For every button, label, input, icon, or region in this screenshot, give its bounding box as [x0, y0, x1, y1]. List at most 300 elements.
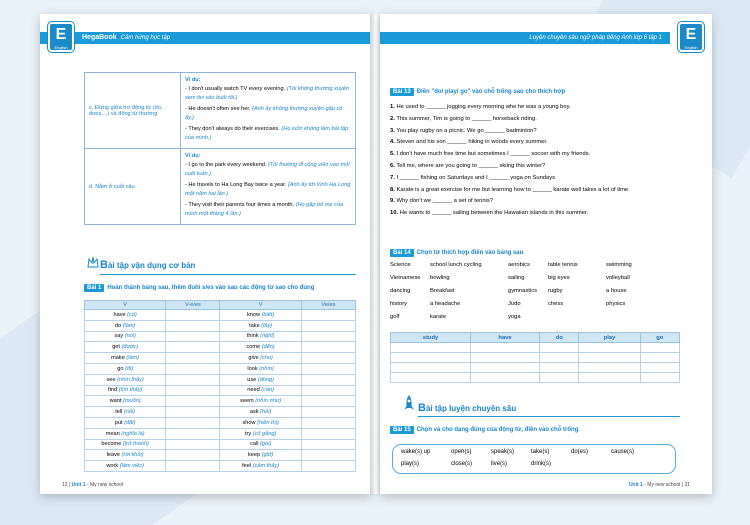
- verb-meaning: (hỏi): [260, 409, 272, 416]
- grammar-label: c. Đứng giữa trợ động từ (do, does,...) và động từ thường: [85, 73, 181, 149]
- verb-cell: [85, 439, 166, 450]
- verb-cell: [85, 407, 166, 418]
- verb-meaning: (nói): [124, 333, 136, 340]
- verb-meaning: (lấy): [261, 322, 273, 329]
- verb: see: [106, 376, 116, 383]
- answer-cell[interactable]: [579, 353, 640, 363]
- word-bank-item: karate: [430, 314, 447, 320]
- verb-meaning: (nghĩ): [260, 333, 275, 340]
- answer-cell[interactable]: [301, 428, 355, 439]
- verb: call: [250, 441, 259, 448]
- table-row: [85, 374, 356, 385]
- example-en: - He doesn't often see her.: [185, 106, 251, 112]
- verb-choice: live(s): [491, 461, 507, 467]
- section-title-basic: [100, 259, 195, 271]
- verb-cell: [85, 310, 166, 321]
- verb-col-header: V: [85, 301, 166, 310]
- question-text: Steven and his son ______ hiking in woods every summer.: [396, 139, 548, 146]
- verb-cell: [85, 331, 166, 342]
- brand-name: HegaBook: [82, 34, 117, 41]
- verb-meaning: (nghĩa là): [121, 430, 145, 437]
- verb-meaning: (cảm thấy): [252, 463, 280, 470]
- question-item: [390, 126, 680, 138]
- answer-cell[interactable]: [166, 331, 220, 342]
- answer-cell[interactable]: [640, 363, 679, 373]
- answer-cell[interactable]: [166, 342, 220, 353]
- answer-cell[interactable]: [166, 385, 220, 396]
- exercise-tag: Bài 1: [84, 284, 104, 292]
- question-number: 1.: [390, 104, 395, 110]
- verb-choice: play(s): [401, 461, 420, 467]
- word-bank-item: volleyball: [606, 275, 630, 281]
- answer-cell[interactable]: [301, 363, 355, 374]
- verb: want: [109, 398, 122, 405]
- verb: tell: [115, 409, 123, 416]
- verb-cell: [220, 417, 301, 428]
- table-row: [85, 461, 356, 472]
- section-title-initial: B: [100, 259, 108, 271]
- left-footer: 12 | Unit 1 - My new school: [62, 482, 124, 488]
- table-row: [85, 363, 356, 374]
- exercise-instruction: Chọn và cho dạng đúng của động từ, điền vào chỗ trống: [416, 427, 579, 433]
- answer-cell[interactable]: [166, 450, 220, 461]
- example-en: - He travels to Ha Long Bay twice a year.: [185, 182, 287, 188]
- verb-col-header: V-e/es: [166, 301, 220, 310]
- english-logo-icon: [678, 22, 704, 52]
- footer-unit: Unit 1: [71, 482, 86, 488]
- answer-cell[interactable]: [166, 374, 220, 385]
- example-vi: (Anh ấy không thường xuyên gặp cô ấy.): [185, 106, 343, 121]
- verb: work: [106, 463, 119, 470]
- question-number: 6.: [390, 162, 395, 169]
- brand-slogan: Cảm hứng học tập: [120, 35, 171, 41]
- section-title-text: ài tập vận dụng cơ bản: [107, 261, 196, 270]
- left-page: [40, 14, 372, 494]
- footer-title: My new school: [89, 482, 124, 488]
- exercise-13-heading: [390, 88, 565, 96]
- verb: take: [249, 322, 260, 329]
- category-header: have: [471, 333, 540, 343]
- answer-cell[interactable]: [540, 373, 579, 383]
- verb: get: [112, 344, 120, 351]
- question-number: 5.: [390, 151, 395, 158]
- table-row: [85, 407, 356, 418]
- question-item: [390, 114, 680, 126]
- answer-cell[interactable]: [391, 343, 471, 353]
- word-bank-item: Judo: [508, 301, 521, 307]
- english-logo-icon: [48, 22, 74, 52]
- verb-cell: [220, 320, 301, 331]
- answer-cell[interactable]: [640, 353, 679, 363]
- answer-cell[interactable]: [166, 417, 220, 428]
- right-page: [380, 14, 712, 494]
- answer-cell[interactable]: [166, 363, 220, 374]
- verb-meaning: (cố gắng): [252, 430, 277, 437]
- answer-cell[interactable]: [579, 373, 640, 383]
- verb: say: [114, 333, 124, 340]
- question-list: [390, 102, 680, 220]
- exercise-tag: Bài 15: [390, 426, 414, 434]
- answer-cell[interactable]: [166, 320, 220, 331]
- question-item: [390, 102, 680, 114]
- example-en: - I go to the park every weekend.: [185, 162, 267, 168]
- answer-cell[interactable]: [166, 310, 220, 321]
- table-row: [85, 310, 356, 321]
- left-header-band: [40, 32, 372, 44]
- answer-cell[interactable]: [640, 343, 679, 353]
- example-title: Ví dụ:: [185, 77, 201, 83]
- answer-cell[interactable]: [301, 450, 355, 461]
- verb: know: [246, 311, 260, 318]
- example-vi: (Họ luôn không làm bài tập của mình.): [185, 126, 349, 141]
- grammar-examples: [181, 149, 356, 225]
- word-bank-item: Science: [390, 262, 411, 268]
- verb: come: [246, 344, 261, 351]
- example-vi: (Họ gặp bố mẹ của mình một tháng 4 lần.): [185, 202, 344, 217]
- exercise-14-heading: [390, 249, 523, 257]
- example-title: Ví dụ:: [185, 153, 201, 159]
- verb-cell: [220, 396, 301, 407]
- exercise-instruction: Chọn từ thích hợp điền vào bảng sau: [416, 250, 524, 256]
- verb-cell: [85, 461, 166, 472]
- verb: find: [108, 387, 118, 394]
- verb-meaning: (biết): [261, 311, 275, 318]
- question-item: [390, 137, 680, 149]
- verb-meaning: (đến): [261, 344, 275, 351]
- answer-cell[interactable]: [540, 353, 579, 363]
- logo-sub: English: [684, 45, 698, 50]
- verb: leave: [106, 452, 121, 459]
- verb-meaning: (giữ): [261, 452, 274, 459]
- answer-cell[interactable]: [391, 363, 471, 373]
- logo-letter: E: [55, 26, 67, 43]
- word-bank-item: table tennis: [548, 262, 578, 268]
- answer-cell[interactable]: [579, 363, 640, 373]
- word-bank-item: swimming: [606, 262, 632, 268]
- answer-cell[interactable]: [471, 343, 540, 353]
- example-vi: (Tôi thường đi công viên vào mỗi cuối tuần.): [185, 162, 350, 177]
- table-row: [85, 428, 356, 439]
- verb-meaning: (đi): [125, 365, 134, 372]
- verb: try: [244, 430, 252, 437]
- word-bank-item: dancing: [390, 288, 411, 294]
- word-bank-item: yoga: [508, 314, 521, 320]
- verb-cell: [85, 385, 166, 396]
- answer-cell[interactable]: [301, 407, 355, 418]
- question-item: [390, 196, 680, 208]
- exercise-instruction: Hoàn thành bảng sau, thêm đuôi s/es vào sau các động từ sao cho đúng: [107, 285, 315, 291]
- question-number: 8.: [390, 186, 395, 193]
- exercise-tag: Bài 14: [390, 249, 414, 257]
- verb-meaning: (nói): [123, 409, 136, 416]
- verb-cell: [85, 450, 166, 461]
- verb-choice: speak(s): [491, 449, 515, 455]
- word-bank-item: Breakfast: [430, 288, 455, 294]
- open-book: [40, 14, 712, 506]
- footer-title: My new school: [647, 482, 681, 488]
- word-bank-item: sailing: [508, 275, 525, 281]
- word-bank-item: school lunch cycling: [430, 262, 482, 268]
- word-bank-item: history: [390, 301, 408, 307]
- verb-meaning: (tìm thấy): [118, 387, 143, 394]
- answer-cell[interactable]: [166, 461, 220, 472]
- verb-cell: [220, 428, 301, 439]
- verb: put: [114, 419, 123, 426]
- word-bank-item: aerobics: [508, 262, 530, 268]
- table-row: [85, 396, 356, 407]
- question-item: [390, 185, 680, 197]
- verb-cell: [85, 428, 166, 439]
- question-item: [390, 208, 680, 220]
- verb: seem: [240, 398, 254, 405]
- verb: use: [247, 376, 257, 383]
- word-bank-item: big eyes: [548, 275, 570, 281]
- question-text: Karate is a great exercise for me but learning how to ______ karate well takes a lot of time.: [396, 186, 630, 193]
- answer-cell[interactable]: [301, 385, 355, 396]
- verb-meaning: (làm): [126, 355, 140, 362]
- verb-cell: [85, 396, 166, 407]
- right-footer: Unit 1 - My new school | 21: [628, 482, 690, 488]
- section-title-text: ài tập luyện chuyên sâu: [425, 404, 517, 413]
- verb-choice: do(es): [571, 449, 589, 455]
- answer-cell[interactable]: [471, 353, 540, 363]
- verb-meaning: (rời khỏi): [121, 452, 144, 459]
- verb-meaning: (làm): [122, 322, 136, 329]
- table-row: [85, 331, 356, 342]
- answer-cell[interactable]: [540, 343, 579, 353]
- answer-cell[interactable]: [166, 439, 220, 450]
- verb-meaning: (nhìn thấy): [117, 376, 144, 383]
- verb-cell: [85, 320, 166, 331]
- example-en: - They visit their parents four times a month.: [185, 202, 295, 208]
- logo-sub: English: [54, 45, 68, 50]
- verb-choice: wake(s) up: [401, 449, 431, 455]
- word-bank-item: bowling: [430, 275, 450, 281]
- verb-cell: [85, 374, 166, 385]
- answer-cell[interactable]: [301, 396, 355, 407]
- example-line: [185, 85, 351, 103]
- answer-cell[interactable]: [540, 363, 579, 373]
- category-header: go: [640, 333, 679, 343]
- question-number: 10.: [390, 210, 399, 217]
- exercise-tag: Bài 13: [390, 88, 414, 96]
- verb: become: [101, 441, 122, 448]
- answer-cell[interactable]: [301, 439, 355, 450]
- category-header: play: [579, 333, 640, 343]
- verb-choice-box: [392, 444, 676, 474]
- answer-cell[interactable]: [391, 373, 471, 383]
- verb-meaning: (cần): [261, 387, 275, 394]
- question-text: I don't have much free time but sometimes I ______ soccer with my friends.: [396, 151, 591, 158]
- right-header-band: Luyện chuyên sâu ngữ pháp tiếng Anh lớp 6 tập 1: [380, 32, 670, 44]
- word-bank-item: physics: [606, 301, 626, 307]
- grammar-row: [85, 73, 356, 149]
- verb-choice: close(s): [451, 461, 473, 467]
- table-row: [85, 439, 356, 450]
- verb-choice: take(s): [531, 449, 550, 455]
- example-line: [185, 201, 351, 219]
- verb: need: [247, 387, 260, 394]
- table-row: [85, 417, 356, 428]
- verb: feel: [242, 463, 252, 470]
- verb-cell: [220, 363, 301, 374]
- question-number: 2.: [390, 115, 395, 122]
- table-row: [391, 343, 680, 353]
- verb-meaning: (gọi): [260, 441, 272, 448]
- verb-cell: [220, 461, 301, 472]
- question-text: Why don't we ______ a set of tennis?: [396, 198, 493, 205]
- rocket-icon: [402, 394, 416, 414]
- category-header: do: [540, 333, 579, 343]
- verb-choice: drink(s): [531, 461, 552, 467]
- answer-cell[interactable]: [166, 396, 220, 407]
- example-en: - They don't always do their exercises.: [185, 126, 280, 132]
- table-row: [85, 353, 356, 364]
- verb-meaning: (được): [121, 344, 139, 351]
- verb-meaning: (dùng): [257, 376, 275, 383]
- example-line: [185, 125, 351, 143]
- verb-meaning: (muốn): [122, 398, 141, 405]
- table-row: [85, 320, 356, 331]
- verb-cell: [85, 363, 166, 374]
- logo-letter: E: [685, 26, 697, 43]
- example-en: - I don't usually watch TV every evening.: [185, 86, 286, 92]
- verb: show: [242, 419, 256, 426]
- answer-cell[interactable]: [471, 363, 540, 373]
- word-bank-item: Vietnamese: [390, 275, 421, 281]
- question-text: Tell me, where are you going to ______ skiing this winter?: [396, 162, 546, 169]
- section-title-advanced: [418, 402, 516, 414]
- verb-cell: [220, 353, 301, 364]
- verb-cell: [220, 331, 301, 342]
- question-text: He used to ______ jogging every morning whe he was a young boy.: [396, 104, 571, 110]
- verb: think: [246, 333, 259, 340]
- exercise-instruction: Điền "do/ play/ go" vào chỗ trống sao cho thích hợp: [416, 89, 566, 95]
- grammar-examples: [181, 73, 356, 149]
- example-vi: (Anh ấy tới Vịnh Hạ Long một năm hai lần.): [185, 182, 351, 197]
- verb-choice: cause(s): [611, 449, 635, 455]
- table-row: [391, 353, 680, 363]
- question-item: [390, 149, 680, 161]
- crown-icon: [86, 254, 100, 270]
- answer-cell[interactable]: [301, 331, 355, 342]
- verb: keep: [247, 452, 261, 459]
- exercise-1-heading: [84, 284, 314, 292]
- answer-cell[interactable]: [301, 417, 355, 428]
- verb-cell: [220, 342, 301, 353]
- answer-cell[interactable]: [301, 374, 355, 385]
- example-line: [185, 105, 351, 123]
- answer-cell[interactable]: [471, 373, 540, 383]
- table-row: [85, 450, 356, 461]
- example-line: [185, 161, 351, 179]
- verb-cell: [85, 353, 166, 364]
- grammar-table: [84, 72, 356, 225]
- answer-cell[interactable]: [301, 342, 355, 353]
- answer-cell[interactable]: [301, 353, 355, 364]
- question-number: 9.: [390, 198, 395, 205]
- question-item: [390, 161, 680, 173]
- question-text: He wants to ______ sailing between the Hawaiian islands in this summer.: [399, 210, 589, 217]
- verb-cell: [220, 310, 301, 321]
- verb-cell: [220, 439, 301, 450]
- verb-cell: [85, 342, 166, 353]
- verb-col-header: Ve/es: [301, 301, 355, 310]
- answer-cell[interactable]: [301, 461, 355, 472]
- verb-cell: [220, 407, 301, 418]
- verb-meaning: (đặt): [124, 419, 136, 426]
- category-header: study: [391, 333, 471, 343]
- section-rule: [100, 274, 356, 275]
- question-number: 3.: [390, 127, 395, 134]
- exercise-15-heading: [390, 426, 578, 434]
- verb-cell: [220, 374, 301, 385]
- answer-cell[interactable]: [579, 343, 640, 353]
- verb: go: [117, 365, 124, 372]
- verb-cell: [220, 385, 301, 396]
- verb: ask: [249, 409, 259, 416]
- verb-meaning: (làm việc): [119, 463, 144, 470]
- verb-meaning: (trở thành): [122, 441, 149, 448]
- verb: make: [111, 355, 125, 362]
- example-vi: (Tôi không thường xuyên xem tivi vào buổi tối.): [185, 86, 349, 101]
- verb-cell: [85, 417, 166, 428]
- question-text: You play rugby on a picnic. We go ______ badminton?: [396, 127, 537, 134]
- word-bank-item: golf: [390, 314, 400, 320]
- word-bank-item: a house: [606, 288, 627, 294]
- page-number: 21: [684, 482, 690, 488]
- verb: mean: [105, 430, 120, 437]
- table-row: [85, 385, 356, 396]
- answer-cell[interactable]: [640, 373, 679, 383]
- section-title-initial: B: [418, 402, 426, 414]
- verb-cell: [220, 450, 301, 461]
- question-number: 7.: [390, 174, 395, 181]
- verb-col-header: V: [220, 301, 301, 310]
- word-bank-item: rugby: [548, 288, 563, 294]
- word-bank-item: chess: [548, 301, 564, 307]
- answer-cell[interactable]: [391, 353, 471, 363]
- answer-cell[interactable]: [301, 310, 355, 321]
- verb-meaning: (nhìn như): [255, 398, 282, 405]
- table-row: [391, 363, 680, 373]
- page-number: 12: [62, 482, 68, 488]
- verb-meaning: (cho): [260, 355, 273, 362]
- grammar-label: d. Nằm ở cuối câu: [85, 149, 181, 225]
- category-table: [390, 332, 680, 383]
- table-row: [85, 342, 356, 353]
- section-rule: [418, 416, 680, 417]
- answer-cell[interactable]: [301, 320, 355, 331]
- example-line: [185, 181, 351, 199]
- question-number: 4.: [390, 139, 395, 146]
- word-bank-item: gymnastics: [508, 288, 537, 294]
- verb-choice: open(s): [451, 449, 472, 455]
- answer-cell[interactable]: [166, 353, 220, 364]
- verb-meaning: (nhìn): [259, 365, 274, 372]
- answer-cell[interactable]: [166, 407, 220, 418]
- verb: give: [248, 355, 259, 362]
- word-bank-item: a headache: [430, 301, 461, 307]
- verb: do: [114, 322, 122, 329]
- verb-table: [84, 300, 356, 472]
- grammar-row: [85, 149, 356, 225]
- answer-cell[interactable]: [166, 428, 220, 439]
- verb-meaning: (hiển thị): [257, 419, 279, 426]
- verb-meaning: (có): [127, 311, 137, 318]
- table-row: [391, 373, 680, 383]
- verb: look: [247, 365, 258, 372]
